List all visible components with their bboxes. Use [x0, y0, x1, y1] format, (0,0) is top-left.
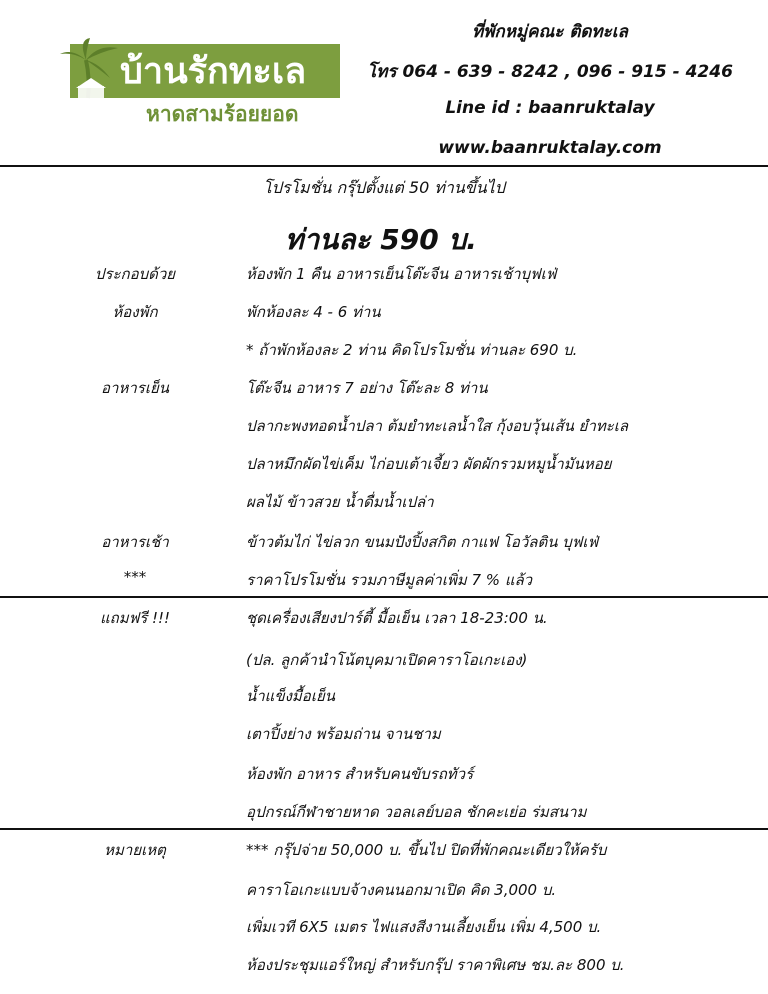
- website-link[interactable]: www.baanruktalay.com: [438, 138, 662, 158]
- room-label: ห้องพัก: [112, 303, 158, 321]
- tagline: ที่พักหมู่คณะ ติดทะเล: [472, 22, 628, 42]
- breakfast-label: อาหารเช้า: [101, 533, 169, 551]
- dinner-text: โต๊ะจีน อาหาร 7 อย่าง โต๊ะละ 8 ท่าน: [246, 379, 488, 397]
- includes-label: ประกอบด้วย: [94, 265, 176, 283]
- free-item: ชุดเครื่องเสียงปาร์ตี้ มื้อเย็น เวลา 18-23:00 น.: [246, 609, 548, 627]
- palm-tree-icon: [58, 38, 128, 102]
- divider: [0, 596, 768, 598]
- divider: [0, 165, 768, 167]
- dinner-menu: ปลาหมึกผัดไข่เค็ม ไก่อบเต้าเจี้ยว ผัดผักรวมหมูน้ำมันหอย: [246, 455, 612, 473]
- free-item: อุปกรณ์กีฬาชายหาด วอลเลย์บอล ชักคะเย่อ ร่มสนาม: [246, 803, 587, 821]
- breakfast-text: ข้าวต้มไก่ ไข่ลวก ขนมปังปิ้งสกิต กาแฟ โอวัลติน บุฟเฟ่: [246, 533, 599, 551]
- dinner-menu: ผลไม้ ข้าวสวย น้ำดื่มน้ำเปล่า: [246, 493, 434, 511]
- promo-title: โปรโมชั่น กรุ๊ปตั้งแต่ 50 ท่านขึ้นไป: [263, 178, 505, 197]
- free-label: แถมฟรี !!!: [99, 609, 171, 627]
- dinner-menu: ปลากะพงทอดน้ำปลา ต้มยำทะเลน้ำใส กุ้งอบวุ้นเส้น ยำทะเล: [246, 417, 629, 435]
- promo-price: ท่านละ 590 บ.: [285, 223, 477, 256]
- free-item: น้ำแข็งมื้อเย็น: [246, 687, 335, 705]
- vat-text: ราคาโปรโมชั่น รวมภาษีมูลค่าเพิ่ม 7 % แล้ว: [246, 571, 533, 589]
- note-item: *** กรุ๊ปจ่าย 50,000 บ. ขึ้นไป ปิดที่พักคณะเดียวให้ครับ: [246, 841, 607, 859]
- logo-brand-name: บ้านรักทะเล: [120, 50, 307, 92]
- room-text: พักห้องละ 4 - 6 ท่าน: [246, 303, 381, 321]
- free-item: (ปล. ลูกค้านำโน้ตบุคมาเปิดคาราโอเกะเอง): [246, 651, 528, 669]
- dinner-label: อาหารเย็น: [101, 379, 169, 397]
- vat-label: ***: [123, 568, 147, 586]
- note-item: เพิ่มเวที 6X5 เมตร ไฟแสงสีงานเลี้ยงเย็น เพิ่ม 4,500 บ.: [246, 918, 602, 936]
- divider: [0, 828, 768, 830]
- includes-text: ห้องพัก 1 คืน อาหารเย็นโต๊ะจีน อาหารเช้าบุฟเฟ่: [246, 265, 557, 283]
- phone-numbers: โทร 064 - 639 - 8242 , 096 - 915 - 4246: [367, 62, 733, 82]
- line-id: Line id : baanruktalay: [445, 98, 655, 118]
- note-item: คาราโอเกะแบบจ้างคนนอกมาเปิด คิด 3,000 บ.: [246, 881, 557, 899]
- free-item: เตาปิ้งย่าง พร้อมถ่าน จานชาม: [246, 725, 441, 743]
- free-item: ห้องพัก อาหาร สำหรับคนขับรถทัวร์: [246, 765, 474, 783]
- logo-subtitle: หาดสามร้อยยอด: [146, 103, 299, 126]
- note-item: ห้องประชุมแอร์ใหญ่ สำหรับกรุ๊ป ราคาพิเศษ ชม.ละ 800 บ.: [246, 956, 625, 974]
- note-label: หมายเหตุ: [104, 841, 166, 859]
- room-note: * ถ้าพักห้องละ 2 ท่าน คิดโปรโมชั่น ท่านละ 690 บ.: [246, 341, 578, 359]
